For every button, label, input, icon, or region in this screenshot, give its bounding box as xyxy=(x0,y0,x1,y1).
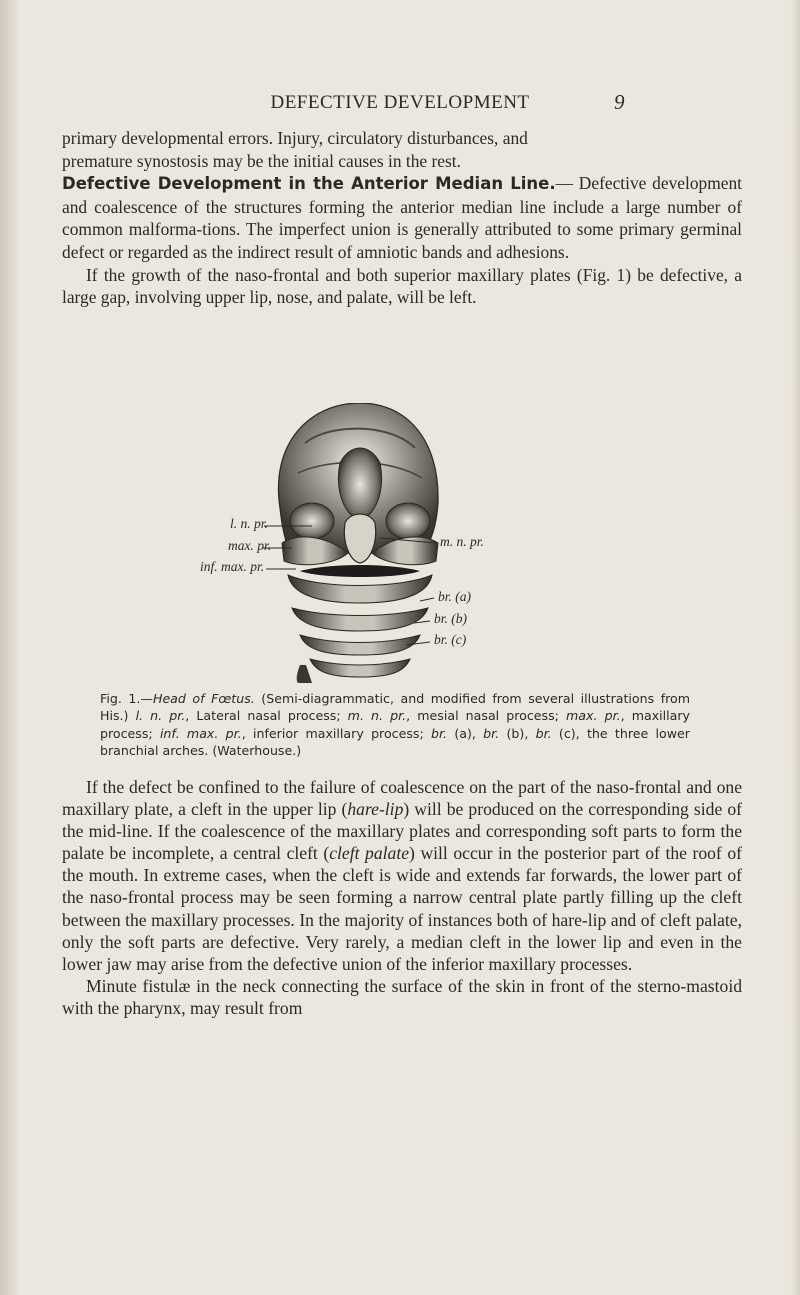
page-edge-shadow-right xyxy=(790,0,800,1295)
caption-key: br. xyxy=(483,725,500,741)
paragraph: If the growth of the naso-frontal and both superior maxillary plates (Fig. 1) be defective, a large gap, involving upper lip, nose, and palate, will be left. xyxy=(62,264,742,308)
caption-key: br. xyxy=(535,725,552,741)
caption-part: (b), xyxy=(499,725,536,741)
caption-part: , mesial nasal process; xyxy=(406,708,567,724)
section-text: Defective development and coalescence of the structures forming the anterior median line include a large number of common malforma-tions. The imperfect union is generally attributed to some primary germinal defect or regarded as the indirect result of amniotic bands and adhesions. xyxy=(62,173,742,262)
caption-key: m. n. pr. xyxy=(347,708,407,724)
heading-dash: — xyxy=(555,173,574,194)
caption-part: (c), the three lower branchial arches. (Waterhouse.) xyxy=(100,725,690,759)
paragraph: Minute fistulæ in the neck connecting the surface of the skin in front of the sterno-mastoid with the pharynx, may result from xyxy=(62,975,742,1018)
label-maxillary-process: max. pr. xyxy=(228,538,272,553)
text-block-bottom xyxy=(62,776,742,1019)
paragraph-continuation xyxy=(62,127,742,172)
label-lateral-nasal-process: l. n. pr. xyxy=(230,516,268,531)
caption-part: , inferior maxillary process; xyxy=(241,725,431,741)
paragraph-text: ) will be produced on the corresponding side of the mid-line. If the coalescence of the maxillary plates and corresponding soft parts to form the palate be incomplete, a central cleft ( xyxy=(62,799,742,864)
text-block-top xyxy=(62,127,742,309)
paragraph-text: ) will occur in the posterior part of the roof of the mouth. In extreme cases, when the cleft is wide and extends far forwards, the lower part of the naso-frontal process may be seen forming a narrow central plate partly filling up the cleft between the maxillary processes. In the majority of instances both of hare-lip and of cleft palate, only the soft parts are defective. Very rarely, a median cleft in the lower lip and even in the lower jaw may arise from the defective union of the inferior maxillary processes. xyxy=(62,843,742,974)
figure-caption xyxy=(100,690,690,760)
caption-key: max. pr. xyxy=(566,708,621,724)
term-cleft-palate: cleft palate xyxy=(329,843,410,864)
caption-text xyxy=(100,690,690,760)
caption-key: inf. max. pr. xyxy=(159,725,242,741)
caption-part: (Semi-diagrammatic, and modified from several illustrations from His.) xyxy=(100,691,691,724)
page-number: 9 xyxy=(614,90,625,114)
page-edge-shadow xyxy=(0,0,18,1295)
label-mesial-nasal-process: m. n. pr. xyxy=(440,534,484,549)
label-inferior-maxillary-process: inf. max. pr. xyxy=(200,559,265,574)
term-hare-lip: hare-lip xyxy=(347,799,404,820)
caption-part: , maxillary process; xyxy=(100,708,691,741)
figure-head-of-foetus xyxy=(200,403,620,683)
caption-part: , Lateral nasal process; xyxy=(185,708,348,724)
figure-title: —Head of Fœtus. xyxy=(140,691,255,706)
running-title: DEFECTIVE DEVELOPMENT xyxy=(270,92,530,113)
label-branchial-arch-b: br. (b) xyxy=(434,611,467,626)
figure-number: Fig. 1. xyxy=(100,691,141,706)
section-paragraph xyxy=(62,172,742,263)
label-branchial-arch-a: br. (a) xyxy=(438,589,471,604)
text-line: primary developmental errors. Injury, circulatory disturbances, and xyxy=(62,128,528,148)
caption-key: br. xyxy=(431,725,448,741)
label-branchial-arch-c: br. (c) xyxy=(434,632,467,647)
section-heading: Defective Development in the Anterior Median Line. xyxy=(62,174,556,194)
caption-key: l. n. pr. xyxy=(135,708,186,724)
paragraph-text: If the defect be confined to the failure of coalescence on the part of the naso-frontal and one maxillary plate, a cleft in the upper lip ( xyxy=(62,777,742,820)
caption-part: (a), xyxy=(447,725,484,741)
paragraph xyxy=(62,776,742,975)
text-line: premature synostosis may be the initial causes in the rest. xyxy=(62,150,461,171)
